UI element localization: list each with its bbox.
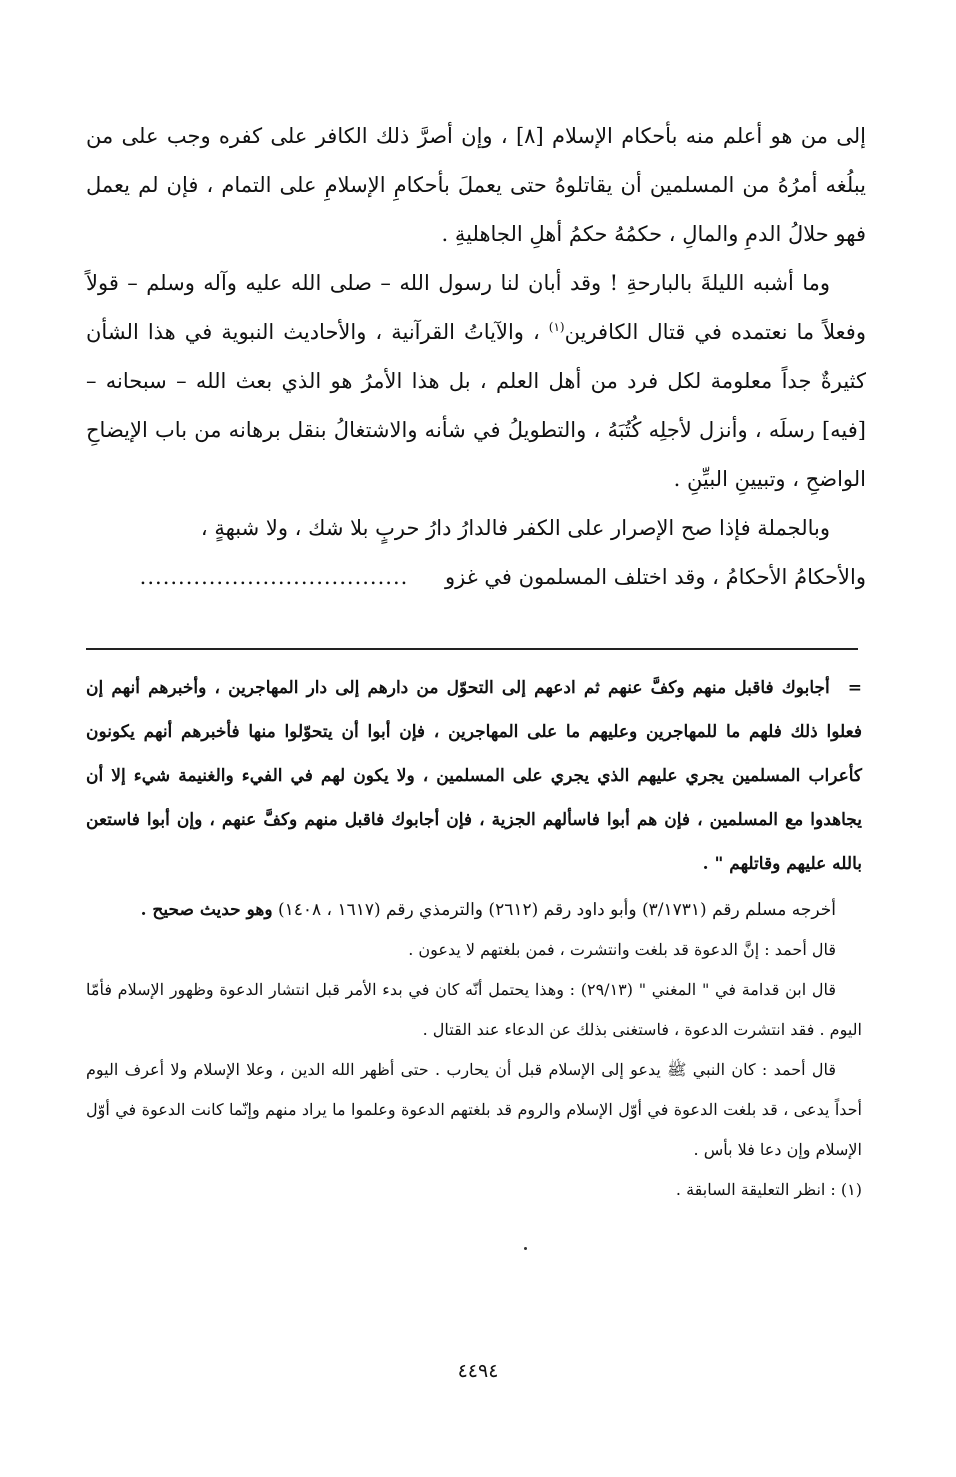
footnote-ibn-qudama-text: قال ابن قدامة في " المغني " (٢٩/١٣) : وهذا يحتمل أنّه كان في بدء الأمر قبل انتشار الدعوة وظهور الإسلام فأمّا اليوم . فقد انتشرت الدعوة ، فاستغنى بذلك عن الدعاء عند القتال . [86, 980, 862, 1039]
main-paragraph-2-text-b: ، والآياتُ القرآنية ، والأحاديث النبوية في هذا الشأن كثيرةٌ جداً معلومة لكل فرد من أهل العلم ، بل هذا الأمرُ هو الذي بعث الله – سبحانه – [فيه] رسلَه ، وأنزل لأجلِه كُتُبَهُ ، والتطويلُ في شأنه والاشتغالُ بنقل برهانه من باب الإيضاحِ الواضحِ ، وتبيينِ البيِّنِ . [86, 320, 866, 491]
footnote-reference[interactable]: (١) [548, 320, 565, 334]
footnote-ahmad-quote-1-text: قال أحمد : إنَّ الدعوة قد بلغت وانتشرت ، فمن بلغتهم لا يدعون . [408, 940, 836, 959]
footnote-source-text: أخرجه مسلم رقم (٣/١٧٣١) وأبو داود رقم (٢٦١٢) والترمذي رقم (١٦١٧ ، ١٤٠٨) [272, 900, 836, 920]
footnote-ibn-qudama [86, 970, 862, 1050]
footnote-continuation-text: أجابوك فاقبل منهم وكفَّ عنهم ثم ادعهم إلى التحوّل من دارهم إلى دار المهاجرين ، وأخبرهم أنهم إن فعلوا ذلك فلهم ما للمهاجرين وعليهم ما على المهاجرين ، فإن أبوا أن يتحوّلوا منها فأخبرهم أنهم يكونون كأعراب المسلمين يجري عليهم الذي يجري على المسلمين ، ولا يكون لهم في الفيء والغنيمة شيء إلا أن يجاهدوا مع المسلمين ، فإن هم أبوا فاسألهم الجزية ، فإن أجابوك فاقبل منهم وكفَّ عنهم ، وإن أبوا فاستعن بالله عليهم وقاتلهم " . [86, 678, 862, 874]
main-paragraph-2 [86, 259, 866, 504]
footnote-separator-rule [86, 648, 858, 650]
main-paragraph-1-text: إلى من هو أعلم منه بأحكام الإسلام [٨] ، وإن أصرَّ ذلك الكافر على كفره وجب على من يبلُغه أمرُهُ من المسلمين أن يقاتلوهُ حتى يعملَ بأحكامِ الإسلامِ على التمام ، فإن لم يعمل فهو حلالُ الدمِ والمالِ ، حكمُهُ حكمُ أهلِ الجاهليةِ . [86, 124, 866, 246]
main-paragraph-3 [86, 504, 866, 553]
stray-mark [524, 1247, 527, 1250]
continuation-mark: = [847, 678, 862, 698]
footnote-continuation [86, 666, 862, 886]
page-number: ٤٤٩٤ [457, 1360, 499, 1382]
footnote-1 [86, 1170, 862, 1210]
main-text-block [86, 112, 866, 602]
footnote-1-text: (١) : انظر التعليقة السابقة . [675, 1180, 862, 1199]
main-paragraph-3-line-2: والأحكامُ الأحكامُ ، وقد اختلف المسلمون في غزو [445, 565, 866, 589]
footnotes-block [86, 666, 862, 1210]
main-paragraph-3-line-1: وبالجملة فإذا صح الإصرار على الكفر فالدارُ دارُ حربٍ بلا شك ، ولا شبهةٍ ، [200, 516, 830, 540]
footnote-source-verdict: وهو حديث صحيح . [140, 900, 273, 920]
main-paragraph-3-continued [86, 553, 866, 602]
footnote-source [86, 890, 862, 930]
footnote-ahmad-quote-2-text: قال أحمد : كان النبي ﷺ يدعو إلى الإسلام قبل أن يحارب . حتى أظهر الله الدين ، وعلا الإسلام ولا أعرف اليوم أحداً يدعى ، قد بلغت الدعوة في أوّل الإسلام والروم قد بلغتهم الدعوة وعلموا ما يراد منهم وإنّما كانت الدعوة في أوّل الإسلام وإن دعا فلا بأس . [86, 1060, 863, 1159]
main-paragraph-1 [86, 112, 866, 259]
footnote-ahmad-quote-1 [86, 930, 862, 970]
main-paragraph-2-text-a: وما أشبه الليلةَ بالبارحةِ ! وقد أبان لنا رسول الله – صلى الله عليه وآله وسلم – قولاً وفعلاً ما نعتمده في قتال الكافرين [86, 271, 866, 344]
ellipsis-dots: ................................... [139, 565, 409, 589]
footnote-ahmad-quote-2 [86, 1050, 862, 1170]
